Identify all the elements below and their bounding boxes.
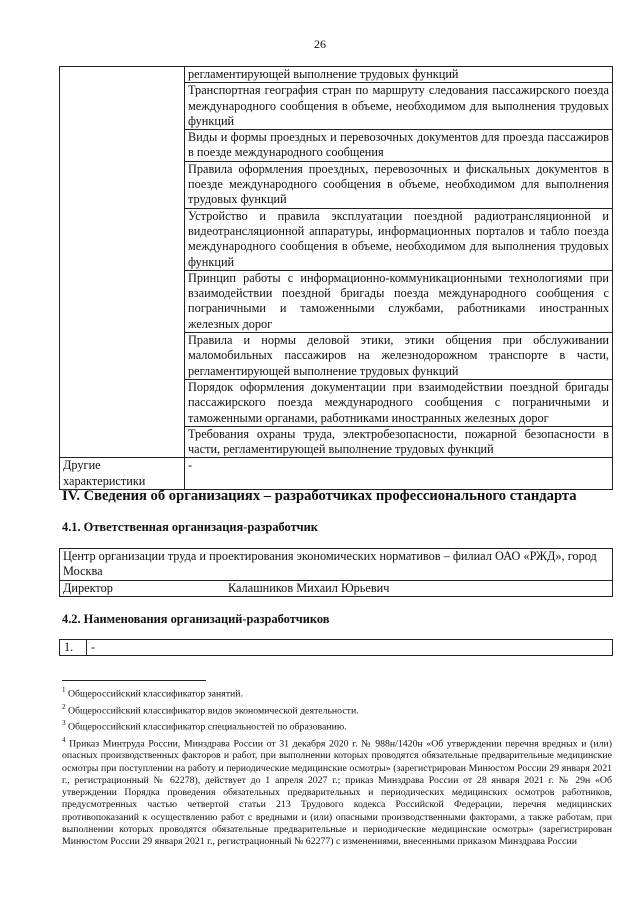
footnote-text: Общероссийский классификатор специальностей по образованию. [65,721,347,733]
director-row [60,580,613,596]
table-row [60,580,613,596]
requirement-cell: Правила оформления проездных, перевозочных и фискальных документов в поезде международного сообщения в объеме, необходимом для выполнения трудовых функций [185,161,613,208]
developer-name: - [87,640,613,656]
developer-number: 1. [60,640,87,656]
requirement-cell: Принцип работы с информационно-коммуникационными технологиями при взаимодействии поездной бригады поезда международного сообщения с пограничными и таможенными службами, работниками иностранных железных дорог [185,270,613,332]
requirement-cell: Виды и формы проездных и перевозочных документов для проезда пассажиров в поезде международного сообщения [185,130,613,162]
footnote-text: Приказ Минтруда России, Минздрава России от 31 декабря 2020 г. № 988н/1420н «Об утверждении перечня вредных и (или) опасных производственных факторов и работ, при выполнении которых проводятся обязательные предварительные медицинские осмотры при поступлении на работу и периодические медицинские осмотры» (зарегистрирован Минюстом России 29 января 2021 г., регистрационный № 62278), действует до 1 апреля 2027 г.; приказ Минздрава России от 28 января 2021 г. № 29н «Об утверждении Порядка проведения обязательных предварительных и периодических медицинских осмотров работников, предусмотренных частью четвертой статьи 213 Трудового кодекса Российской Федерации, перечня медицинских противопоказаний к осуществлению работ с вредными и (или) опасными производственными факторами, а также работам, при выполнении которых проводятся обязательные предварительные и периодические медицинские осмотры» (зарегистрирован Минюстом России 29 января 2021 г., регистрационный № 62277) с изменениями, внесенными приказом Минздрава России [62,737,612,848]
table-row [60,640,613,656]
requirement-cell: Устройство и правила эксплуатации поездной радиотрансляционной и видеотрансляционной аппаратуры, информационных порталов и табло поезда международного сообщения в объеме, необходимом для выполнения трудовых функций [185,208,613,270]
footnote [62,734,612,849]
table-row [60,67,613,83]
requirement-cell: Требования охраны труда, электробезопасности, пожарной безопасности в части, регламентирующей выполнение трудовых функций [185,426,613,458]
footnote [62,717,612,734]
responsible-organization-table [59,548,613,597]
section-iv-title: IV. Сведения об организациях – разработчиках профессионального стандарта [62,488,577,504]
other-characteristics-label: Другие характеристики [60,458,185,490]
other-characteristics-value: - [185,458,613,490]
page-number: 26 [314,37,326,51]
requirements-table [59,66,613,490]
requirement-cell: регламентирующей выполнение трудовых функций [185,67,613,83]
director-name: Калашников Михаил Юрьевич [228,580,390,595]
footnote-text: Общероссийский классификатор занятий. [65,688,243,700]
empty-label-cell [60,67,185,458]
table-row [60,458,613,490]
director-position: Директор [63,580,113,595]
requirement-cell: Порядок оформления документации при взаимодействии поездной бригады пассажирского поезда международного сообщения с пограничными и таможенными органами, работниками иностранных железных дорог [185,379,613,426]
footnote-number: 4 [62,735,66,744]
footnote-text: Общероссийский классификатор видов экономической деятельности. [65,704,359,716]
footnote-number: 2 [62,702,66,711]
footnote-divider [62,680,206,681]
footnote [62,684,612,701]
table-row [60,549,613,581]
footnote-number: 3 [62,719,66,728]
developer-organizations-table [59,639,613,656]
footnote [62,701,612,718]
section-4-2-title: 4.2. Наименования организаций-разработчиков [62,612,330,626]
organization-name: Центр организации труда и проектирования экономических нормативов – филиал ОАО «РЖД», город Москва [60,549,613,581]
requirement-cell: Транспортная география стран по маршруту следования пассажирского поезда международного сообщения в объеме, необходимом для выполнения трудовых функций [185,83,613,130]
section-4-1-title: 4.1. Ответственная организация-разработчик [62,520,318,534]
footnote-number: 1 [62,686,66,694]
requirement-cell: Правила и нормы деловой этики, этики общения при обслуживании маломобильных пассажиров на железнодорожном транспорте в части, регламентирующей выполнение трудовых функций [185,333,613,380]
footnotes [62,684,612,849]
